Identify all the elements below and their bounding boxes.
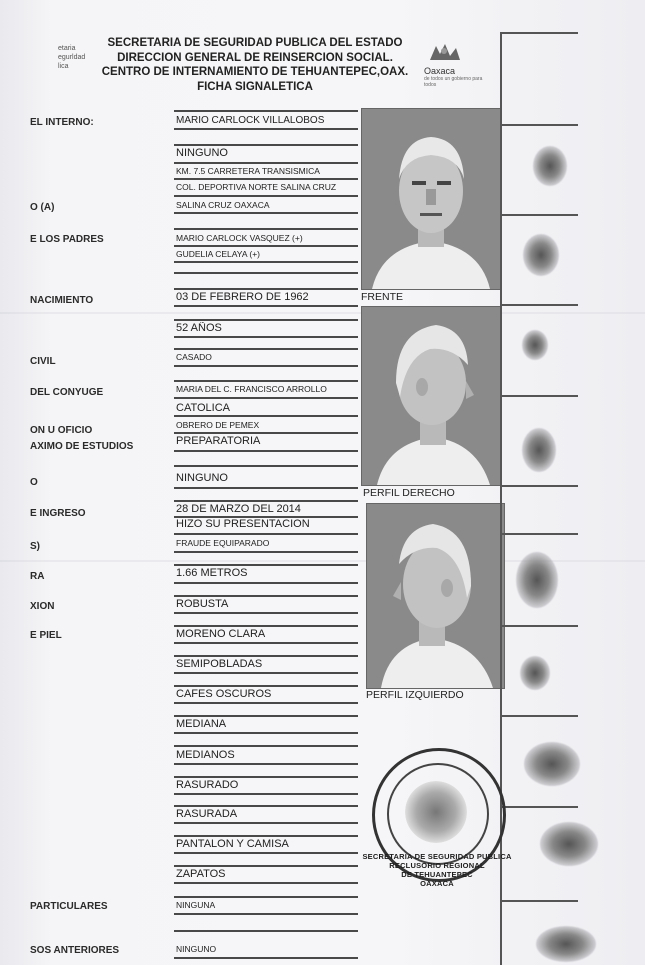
form-rule — [174, 805, 358, 807]
field-estatura: 1.66 METROS — [176, 567, 248, 579]
header-line-3: CENTRO DE INTERNAMIENTO DE TEHUANTEPEC,OAX. — [101, 66, 409, 78]
field-complexion: ROBUSTA — [176, 598, 229, 610]
form-rule — [174, 930, 358, 932]
form-rule — [174, 380, 358, 382]
label-conyuge: DEL CONYUGE — [30, 387, 104, 398]
label-estatura: RA — [30, 571, 45, 582]
header-line-2: DIRECCION GENERAL DE REINSERCION SOCIAL. — [117, 51, 393, 64]
form-rule — [174, 957, 358, 959]
form-rule — [174, 612, 358, 614]
form-rule — [174, 195, 358, 197]
label-senas-particulares: PARTICULARES — [30, 901, 108, 912]
fingerprint-2 — [523, 234, 559, 276]
field-cejas: SEMIPOBLADAS — [176, 658, 263, 670]
fingerprint-separator — [500, 715, 578, 717]
form-rule — [174, 625, 358, 627]
label-color-piel: E PIEL — [30, 630, 62, 641]
field-ojos: CAFES OSCUROS — [176, 688, 272, 700]
form-rule — [174, 745, 358, 747]
form-rule — [174, 582, 358, 584]
form-rule — [174, 551, 358, 553]
form-rule — [174, 865, 358, 867]
photo-frente — [361, 108, 501, 290]
seal-line-2: RECLUSORIO REGIONAL — [389, 861, 485, 870]
fingerprint-separator — [500, 32, 578, 34]
fingerprint-separator — [500, 533, 578, 535]
label-estado-civil: CIVIL — [30, 356, 56, 367]
fingerprint-4 — [522, 428, 556, 472]
form-rule — [174, 516, 358, 518]
form-rule — [174, 642, 358, 644]
field-fecha-nacimiento: 03 DE FEBRERO DE 1962 — [176, 291, 309, 303]
field-calzado: ZAPATOS — [176, 868, 226, 880]
field-nombre: MARIO CARLOCK VILLALOBOS — [176, 115, 325, 126]
field-nariz: MEDIANA — [176, 718, 227, 730]
field-conyuge: MARIA DEL C. FRANCISCO ARROLLO — [176, 384, 327, 394]
field-modo-ingreso: HIZO SU PRESENTACION — [176, 518, 310, 530]
fingerprint-separator — [500, 124, 578, 126]
fingerprint-separator — [500, 395, 578, 397]
form-rule — [174, 228, 358, 230]
field-religion: CATOLICA — [176, 402, 230, 414]
field-domicilio-2: COL. DEPORTIVA NORTE SALINA CRUZ — [176, 182, 337, 192]
oaxaca-logo-subtext: de todos un gobierno para todos — [424, 76, 483, 88]
label-delito: S) — [30, 541, 40, 552]
fingerprint-separator — [500, 806, 578, 808]
form-rule — [174, 305, 358, 307]
label-padres: E LOS PADRES — [30, 234, 104, 245]
fingerprint-separator — [500, 485, 578, 487]
field-estudios: PREPARATORIA — [176, 435, 261, 447]
form-rule — [174, 415, 358, 417]
form-rule — [174, 533, 358, 535]
seal-line-1: SECRETARIA DE SEGURIDAD PUBLICA — [362, 852, 512, 861]
form-rule — [174, 319, 358, 321]
field-labios: MEDIANOS — [176, 749, 235, 761]
photo-perfil-izquierdo-portrait — [367, 504, 504, 688]
form-rule — [174, 896, 358, 898]
label-estudios: AXIMO DE ESTUDIOS — [30, 441, 134, 452]
form-rule — [174, 702, 358, 704]
form-rule — [174, 685, 358, 687]
photo-perfil-derecho — [361, 306, 501, 486]
photo-perfil-derecho-portrait — [362, 307, 500, 485]
document-header — [95, 36, 415, 94]
label-oficio: ON U OFICIO — [30, 425, 93, 436]
form-rule — [174, 500, 358, 502]
page-crease — [0, 312, 645, 314]
oaxaca-logo — [420, 42, 488, 88]
label-ingreso: E INGRESO — [30, 508, 86, 519]
form-rule — [174, 672, 358, 674]
photo-frente-portrait — [362, 109, 500, 289]
form-rule — [174, 336, 358, 338]
form-rule — [174, 655, 358, 657]
form-rule — [174, 432, 358, 434]
label-nacimiento: NACIMIENTO — [30, 295, 94, 306]
field-domicilio-1: KM. 7.5 CARRETERA TRANSISMICA — [176, 166, 320, 176]
seal-line-3: DE TEHUANTEPEC — [401, 870, 473, 879]
form-rule — [174, 835, 358, 837]
fingerprint-separator — [500, 304, 578, 306]
label-nombre: EL INTERNO: — [30, 117, 94, 128]
form-rule — [174, 272, 358, 274]
form-rule — [174, 288, 358, 290]
state-logo-left: etaria egurldad lica — [58, 45, 86, 70]
field-delito: FRAUDE EQUIPARADO — [176, 538, 270, 548]
fingerprint-5 — [516, 552, 558, 608]
header-line-1: SECRETARIA DE SEGURIDAD PUBLICA DEL ESTADO — [107, 37, 403, 49]
fingerprint-8 — [540, 822, 598, 866]
form-rule — [174, 178, 358, 180]
form-rule — [174, 564, 358, 566]
official-seal-emblem — [405, 781, 467, 843]
caption-perfil-izquierdo: PERFIL IZQUIERDO — [366, 689, 464, 701]
form-rule — [174, 913, 358, 915]
fingerprint-3 — [522, 330, 548, 360]
form-rule — [174, 212, 358, 214]
fingerprint-separator — [500, 625, 578, 627]
header-title: FICHA SIGNALETICA — [197, 80, 313, 93]
form-rule — [174, 595, 358, 597]
field-ingresos-anteriores: NINGUNO — [176, 944, 217, 954]
form-rule — [174, 793, 358, 795]
field-fecha-ingreso: 28 DE MARZO DEL 2014 — [176, 503, 301, 515]
form-rule — [174, 397, 358, 399]
form-rule — [174, 487, 358, 489]
field-edad: 52 AÑOS — [176, 322, 222, 334]
label-ingresos-anteriores: SOS ANTERIORES — [30, 945, 120, 956]
field-alias: NINGUNO — [176, 147, 228, 159]
form-rule — [174, 128, 358, 130]
form-rule — [174, 715, 358, 717]
form-rule — [174, 465, 358, 467]
field-bigote: RASURADO — [176, 779, 239, 791]
form-rule — [174, 365, 358, 367]
label-originario: O (A) — [30, 202, 55, 213]
label-apodo: O — [30, 477, 38, 488]
fingerprint-9 — [536, 926, 596, 962]
form-rule — [174, 882, 358, 884]
form-rule — [174, 110, 358, 112]
photo-perfil-izquierdo — [366, 503, 505, 689]
oaxaca-logo-text: Oaxaca — [424, 66, 456, 76]
form-rule — [174, 348, 358, 350]
field-domicilio-3: SALINA CRUZ OAXACA — [176, 200, 270, 210]
oaxaca-logo-mark — [426, 42, 462, 64]
form-rule — [174, 763, 358, 765]
field-madre: GUDELIA CELAYA (+) — [176, 249, 261, 259]
caption-perfil-derecho: PERFIL DERECHO — [363, 487, 455, 499]
form-rule — [174, 732, 358, 734]
fingerprint-1 — [533, 146, 567, 186]
form-rule — [174, 144, 358, 146]
field-senas: NINGUNA — [176, 900, 216, 910]
fingerprint-7 — [524, 742, 580, 786]
field-barba: RASURADA — [176, 808, 238, 820]
form-rule — [174, 261, 358, 263]
form-rule — [174, 162, 358, 164]
field-estado-civil: CASADO — [176, 352, 212, 362]
form-rule — [174, 852, 358, 854]
field-padre: MARIO CARLOCK VASQUEZ (+) — [176, 233, 303, 243]
fingerprint-separator — [500, 214, 578, 216]
field-apodo: NINGUNO — [176, 472, 228, 484]
label-complexion: XION — [30, 601, 55, 612]
seal-line-4: OAXACA — [420, 879, 454, 888]
caption-frente: FRENTE — [361, 291, 403, 303]
fingerprint-separator — [500, 900, 578, 902]
form-rule — [174, 822, 358, 824]
form-rule — [174, 776, 358, 778]
seal-caption — [362, 852, 512, 888]
field-vestimenta: PANTALON Y CAMISA — [176, 838, 289, 850]
field-color-piel: MORENO CLARA — [176, 628, 266, 640]
form-rule — [174, 450, 358, 452]
form-rule — [174, 245, 358, 247]
field-ocupacion: OBRERO DE PEMEX — [176, 420, 260, 430]
fingerprint-6 — [520, 656, 550, 690]
